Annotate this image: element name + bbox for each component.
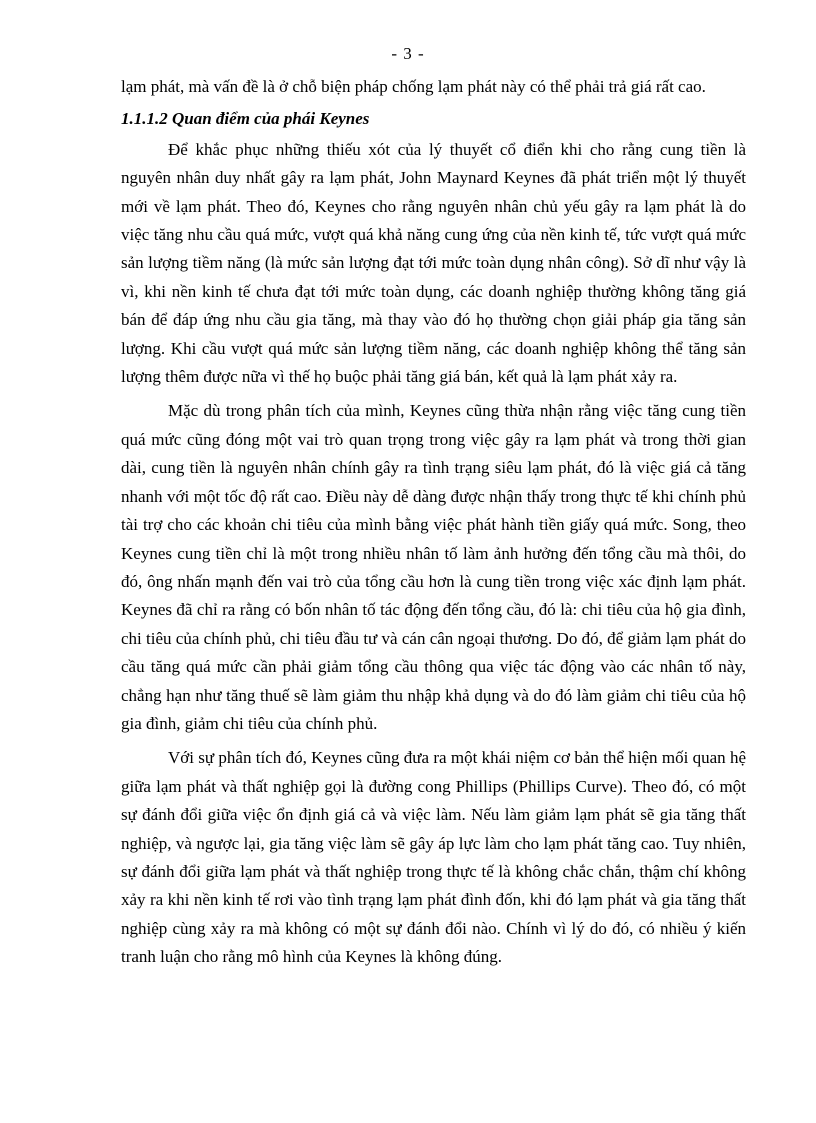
page-content (121, 73, 746, 972)
body-paragraph-2: Mặc dù trong phân tích của mình, Keynes cũng thừa nhận rằng việc tăng cung tiền quá mức cũng đóng một vai trò quan trọng trong việc gây ra lạm phát và trong thời gian dài, cung tiền là nguyên nhân chính gây ra tình trạng siêu lạm phát, đó là việc giá cả tăng nhanh với một tốc độ rất cao. Điều này dễ dàng được nhận thấy trong thực tế khi chính phủ tài trợ cho các khoản chi tiêu của mình bằng việc phát hành tiền giấy quá mức. Song, theo Keynes cung tiền chỉ là một trong nhiều nhân tố làm ảnh hưởng đến tổng cầu mà thôi, do đó, ông nhấn mạnh đến vai trò của tổng cầu hơn là cung tiền trong việc xác định lạm phát. Keynes đã chỉ ra rằng có bốn nhân tố tác động đến tổng cầu, đó là: chi tiêu của hộ gia đình, chi tiêu của chính phủ, chi tiêu đầu tư và cán cân ngoại thương. Do đó, để giảm lạm phát do cầu tăng quá mức cần phải giảm tổng cầu thông qua việc tác động vào các nhân tố này, chẳng hạn như tăng thuế sẽ làm giảm thu nhập khả dụng và do đó làm giảm chi tiêu của hộ gia đình, giảm chi tiêu của chính phủ. (121, 401, 746, 733)
body-paragraph-3: Với sự phân tích đó, Keynes cũng đưa ra một khái niệm cơ bản thể hiện mối quan hệ giữa lạm phát và thất nghiệp gọi là đường cong Phillips (Phillips Curve). Theo đó, có một sự đánh đổi giữa việc ổn định giá cả và việc làm. Nếu làm giảm lạm phát sẽ gia tăng thất nghiệp, và ngược lại, gia tăng việc làm sẽ gây áp lực làm cho lạm phát tăng cao. Tuy nhiên, sự đánh đổi giữa lạm phát và thất nghiệp trong thực tế là không chắc chắn, thậm chí không xảy ra khi nền kinh tế rơi vào tình trạng lạm phát đình đốn, khi đó lạm phát và gia tăng thất nghiệp cùng xảy ra mà không có một sự đánh đổi nào. Chính vì lý do đó, có nhiều ý kiến tranh luận cho rằng mô hình của Keynes là không đúng. (121, 748, 746, 967)
section-heading: 1.1.1.2 Quan điểm của phái Keynes (121, 109, 370, 129)
body-paragraph-1: Để khắc phục những thiếu xót của lý thuyết cổ điển khi cho rằng cung tiền là nguyên nhân duy nhất gây ra lạm phát, John Maynard Keynes đã phát triển một lý thuyết mới về lạm phát. Theo đó, Keynes cho rằng nguyên nhân chủ yếu gây ra lạm phát là do việc tăng nhu cầu quá mức, vượt quá khả năng cung ứng của nền kinh tế, tức vượt quá mức sản lượng tiềm năng (là mức sản lượng đạt tới mức toàn dụng nhân công). Sở dĩ như vậy là vì, khi nền kinh tế chưa đạt tới mức toàn dụng, các doanh nghiệp thường không tăng giá bán để đáp ứng nhu cầu gia tăng, mà thay vào đó họ thường chọn giải pháp gia tăng sản lượng. Khi cầu vượt quá mức sản lượng tiềm năng, các doanh nghiệp không thể tăng sản lượng thêm được nữa vì thế họ buộc phải tăng giá bán, kết quả là lạm phát xảy ra. (121, 139, 746, 387)
continuation-paragraph: lạm phát, mà vấn đề là ở chỗ biện pháp chống lạm phát này có thể phải trả giá rất cao. (121, 77, 706, 96)
page-number: - 3 - (391, 44, 425, 63)
